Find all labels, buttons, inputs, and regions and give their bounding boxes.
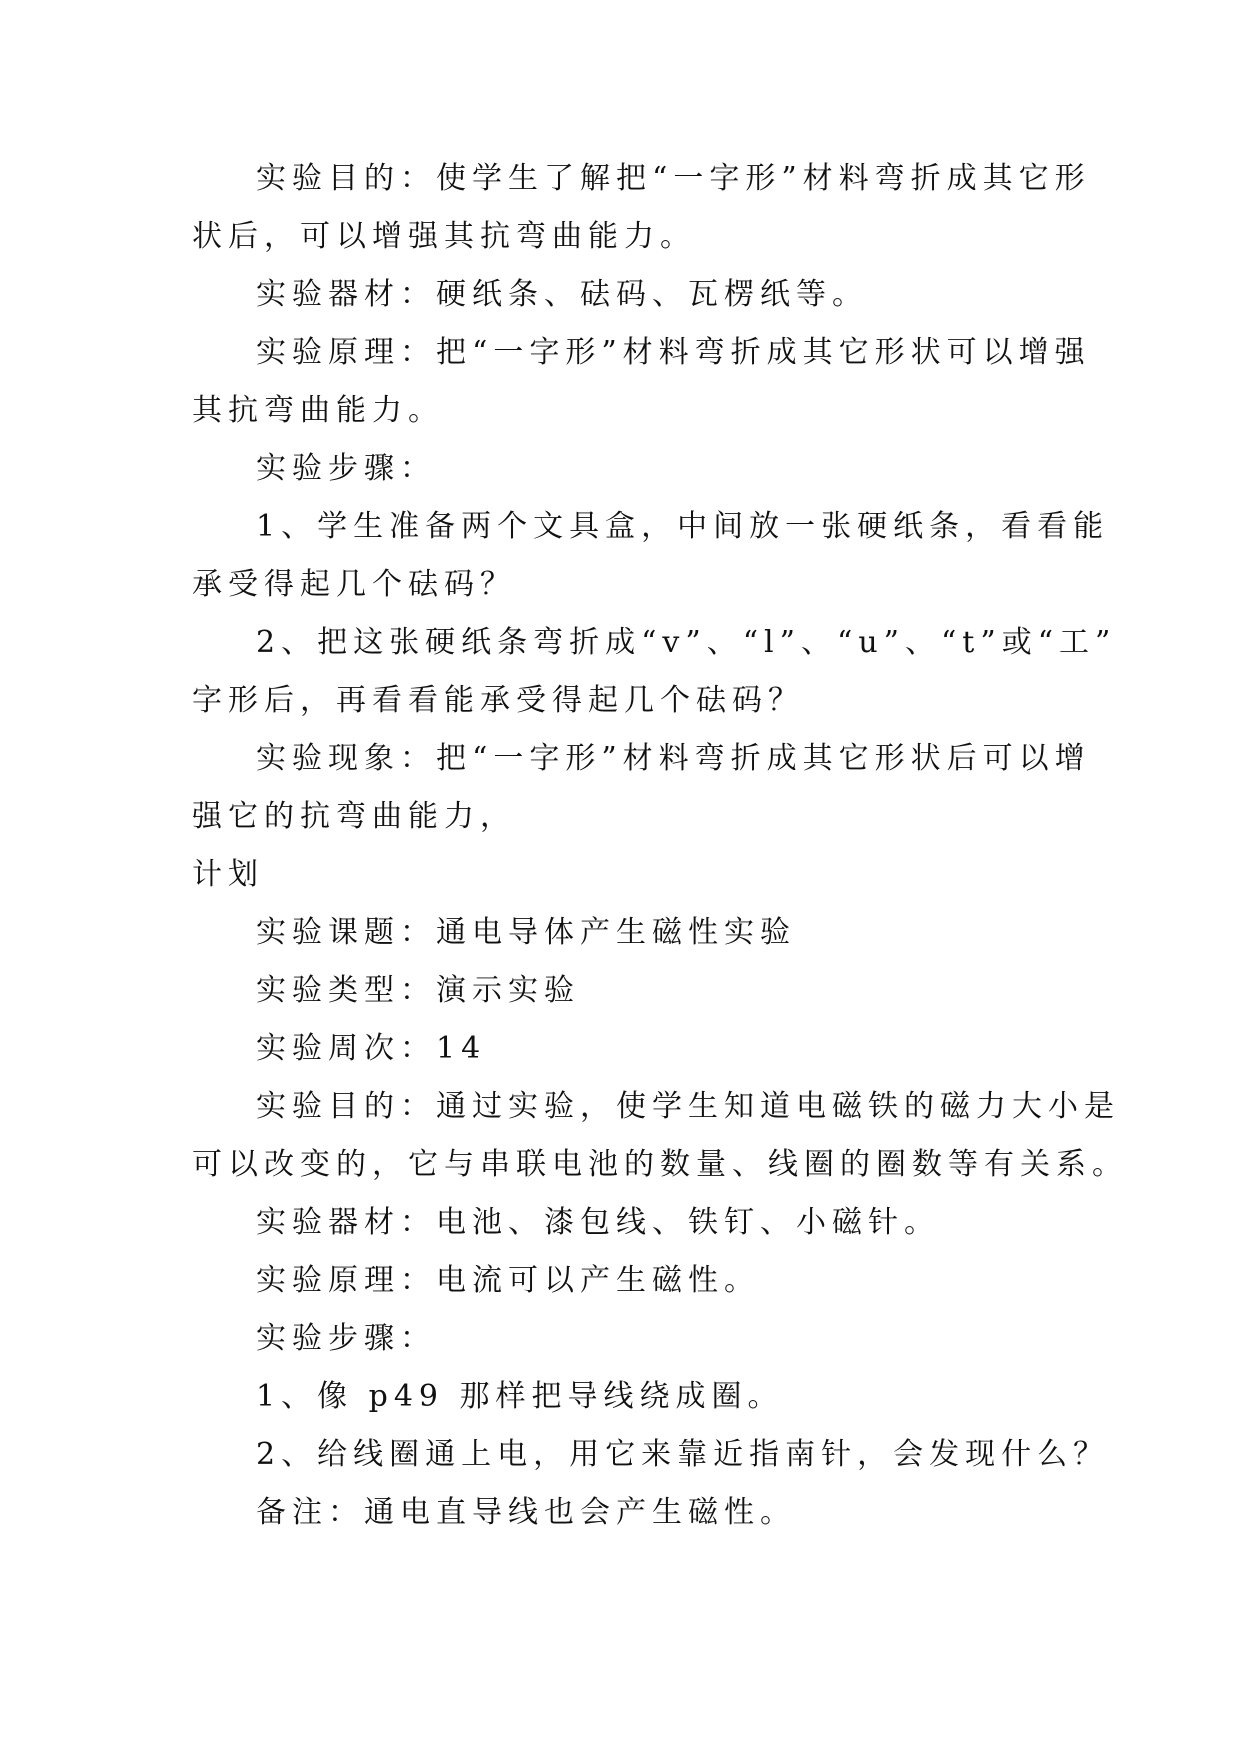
document-body xyxy=(192,150,1128,1542)
text-line: 实验类型：演示实验 xyxy=(256,973,580,1008)
text-line: 1、学生准备两个文具盒，中间放一张硬纸条，看看能 xyxy=(256,509,1110,544)
text-line: 计划 xyxy=(192,857,264,892)
text-line: 2、给线圈通上电，用它来靠近指南针，会发现什么？ xyxy=(256,1437,1110,1472)
text-line: 实验步骤： xyxy=(256,1321,436,1356)
text-line: 实验目的：通过实验，使学生知道电磁铁的磁力大小是 xyxy=(256,1089,1120,1124)
text-line: 实验器材：电池、漆包线、铁钉、小磁针。 xyxy=(256,1205,940,1240)
text-line: 承受得起几个砝码？ xyxy=(192,567,516,602)
text-line: 实验原理：电流可以产生磁性。 xyxy=(256,1263,760,1298)
text-line: 字形后，再看看能承受得起几个砝码？ xyxy=(192,683,804,718)
text-line: 状后，可以增强其抗弯曲能力。 xyxy=(192,219,696,254)
text-line: 其抗弯曲能力。 xyxy=(192,393,444,428)
text-line: 实验原理：把“一字形”材料弯折成其它形状可以增强 xyxy=(256,335,1091,370)
text-line: 实验现象：把“一字形”材料弯折成其它形状后可以增 xyxy=(256,741,1091,776)
text-line: 实验器材：硬纸条、砝码、瓦楞纸等。 xyxy=(256,277,868,312)
text-line: 强它的抗弯曲能力， xyxy=(192,799,516,834)
text-line: 实验步骤： xyxy=(256,451,436,486)
text-line: 备注：通电直导线也会产生磁性。 xyxy=(256,1495,796,1530)
text-line: 实验周次：14 xyxy=(256,1031,487,1066)
text-line: 实验目的：使学生了解把“一字形”材料弯折成其它形 xyxy=(256,161,1091,196)
text-line: 实验课题：通电导体产生磁性实验 xyxy=(256,915,796,950)
text-line: 2、把这张硬纸条弯折成“v”、“l”、“u”、“t”或“工” xyxy=(256,625,1117,660)
text-line: 1、像 p49 那样把导线绕成圈。 xyxy=(256,1379,784,1414)
text-line: 可以改变的，它与串联电池的数量、线圈的圈数等有关系。 xyxy=(192,1147,1128,1182)
